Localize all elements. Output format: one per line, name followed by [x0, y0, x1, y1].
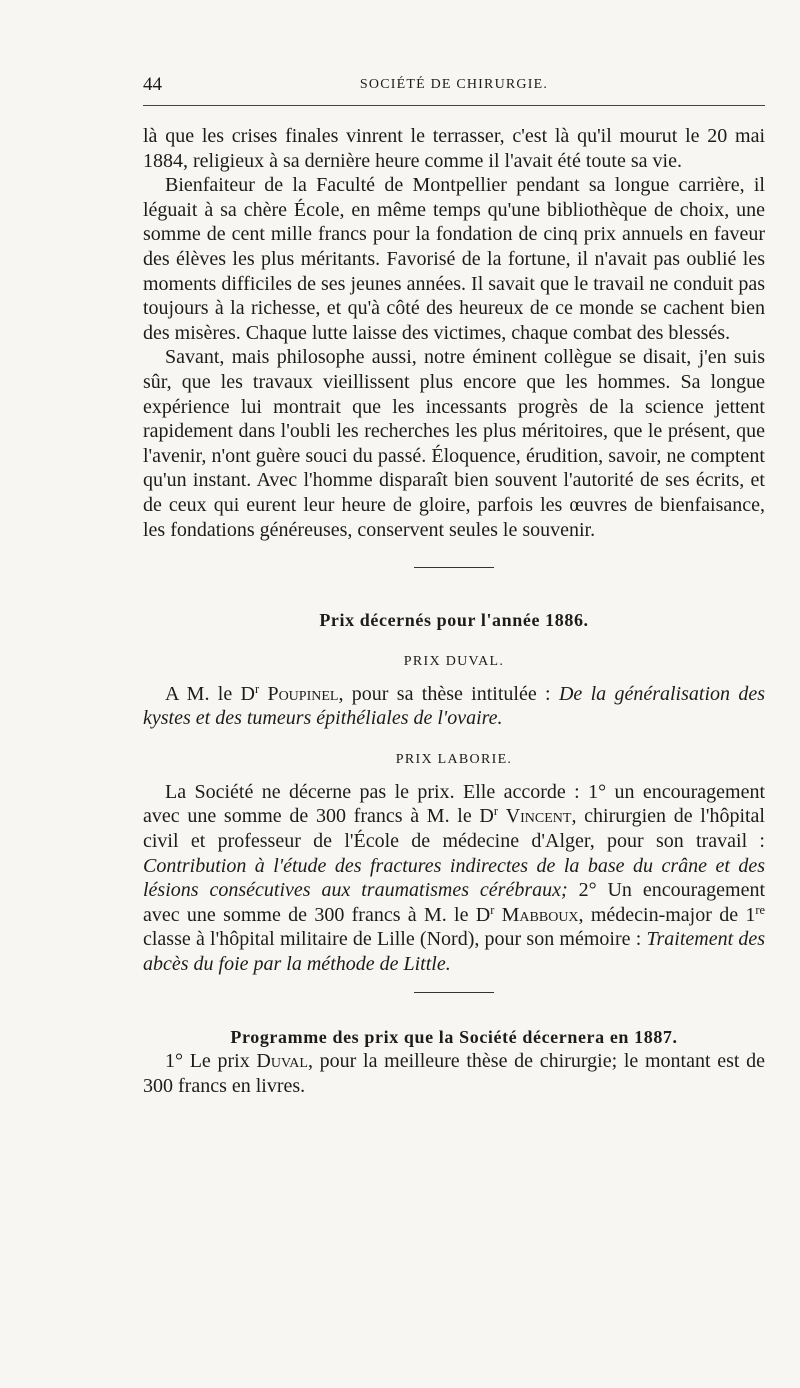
laureate-name: Vincent: [505, 805, 572, 828]
laureate-name: Mabboux: [501, 903, 579, 926]
section-divider: [414, 992, 494, 993]
work-title: Contribution à l'étude des fractures indirectes de la base du crâne et des lésions consécutives aux traumatismes cérébraux;: [143, 854, 765, 902]
thesis-title: De la généralisation des kystes et des tumeurs épithéliales de l'ovaire.: [143, 682, 765, 730]
work-title: Traitement des abcès du foie par la méthode de Little.: [143, 928, 765, 976]
programme-paragraph: 1° Le prix Duval, pour la meilleure thèse de chirurgie; le montant est de 300 francs en livres.: [143, 1050, 765, 1097]
paragraph-continuation: là que les crises finales vinrent le terrasser, c'est là qu'il mourut le 20 mai 1884, religieux à sa dernière heure comme il l'avait été toute sa vie.: [143, 125, 765, 172]
page-number: 44: [143, 74, 162, 95]
prize-name: Duval: [256, 1050, 308, 1073]
paragraph-bienfaiteur: Bienfaiteur de la Faculté de Montpellier pendant sa longue carrière, il léguait à sa chère École, en même temps qu'une bibliothèque de choix, une somme de cent mille francs pour la fondation de cinq prix annuels en faveur des élèves les plus méritants. Favorisé de la fortune, il n'avait pas oublié les moments difficiles de ses jeunes années. Il savait que le travail ne conduit pas toujours à la richesse, et qu'à côté des heureux de ce monde se cachent bien des misères. Chaque lutte laisse des victimes, chaque combat des blessés.: [143, 174, 765, 344]
prix-laborie-paragraph: La Société ne décerne pas le prix. Elle accorde : 1° un encouragement avec une somme de 300 francs à M. le $D^r$ Vincent, chirurgien de l'hôpital civil et professeur de l'École de médecine d'Alger, pour son travail : Contribution à l'étude des fractures indirectes de la base du crâne et des lésions consécutives aux traumatismes cérébraux; 2° Un encouragement avec une somme de 300 francs à M. le $D^r$ Mabboux, médecin-major de 1re classe à l'hôpital militaire de Lille (Nord), pour son mémoire : Traitement des abcès du foie par la méthode de Little.: [143, 780, 766, 976]
prix-laborie-title: PRIX LABORIE.: [395, 751, 513, 767]
header-divider: [143, 105, 765, 106]
prix-duval-title: PRIX DUVAL.: [403, 653, 505, 669]
body-text: [143, 124, 765, 1098]
section-heading-1886: Prix décernés pour l'année 1886.: [319, 610, 589, 631]
paragraph-savant: Savant, mais philosophe aussi, notre éminent collègue se disait, j'en suis sûr, que les travaux vieillissent plus encore que les hommes. Sa longue expérience lui montrait que les incessants progrès de la science jettent rapidement dans l'oubli les recherches les plus méritoires, que le présent, que l'avenir, n'ont guère souci du passé. Éloquence, érudition, savoir, ne comptent qu'un instant. Avec l'homme disparaît bien souvent l'autorité de ses écrits, et de ceux qui eurent leur heure de gloire, parfois les œuvres de bienfaisance, les fondations généreuses, conservent seules le souvenir.: [143, 346, 765, 541]
section-divider: [414, 567, 494, 568]
running-title: SOCIÉTÉ DE CHIRURGIE.: [359, 77, 549, 92]
page-header: [143, 74, 765, 100]
section-heading-1887: Programme des prix que la Société décernera en 1887.: [230, 1026, 678, 1047]
laureate-name: Poupinel: [267, 682, 339, 705]
prix-duval-paragraph: A M. le $D^r$ Poupinel, pour sa thèse intitulée : De la généralisation des kystes et des tumeurs épithéliales de l'ovaire.: [143, 681, 765, 730]
